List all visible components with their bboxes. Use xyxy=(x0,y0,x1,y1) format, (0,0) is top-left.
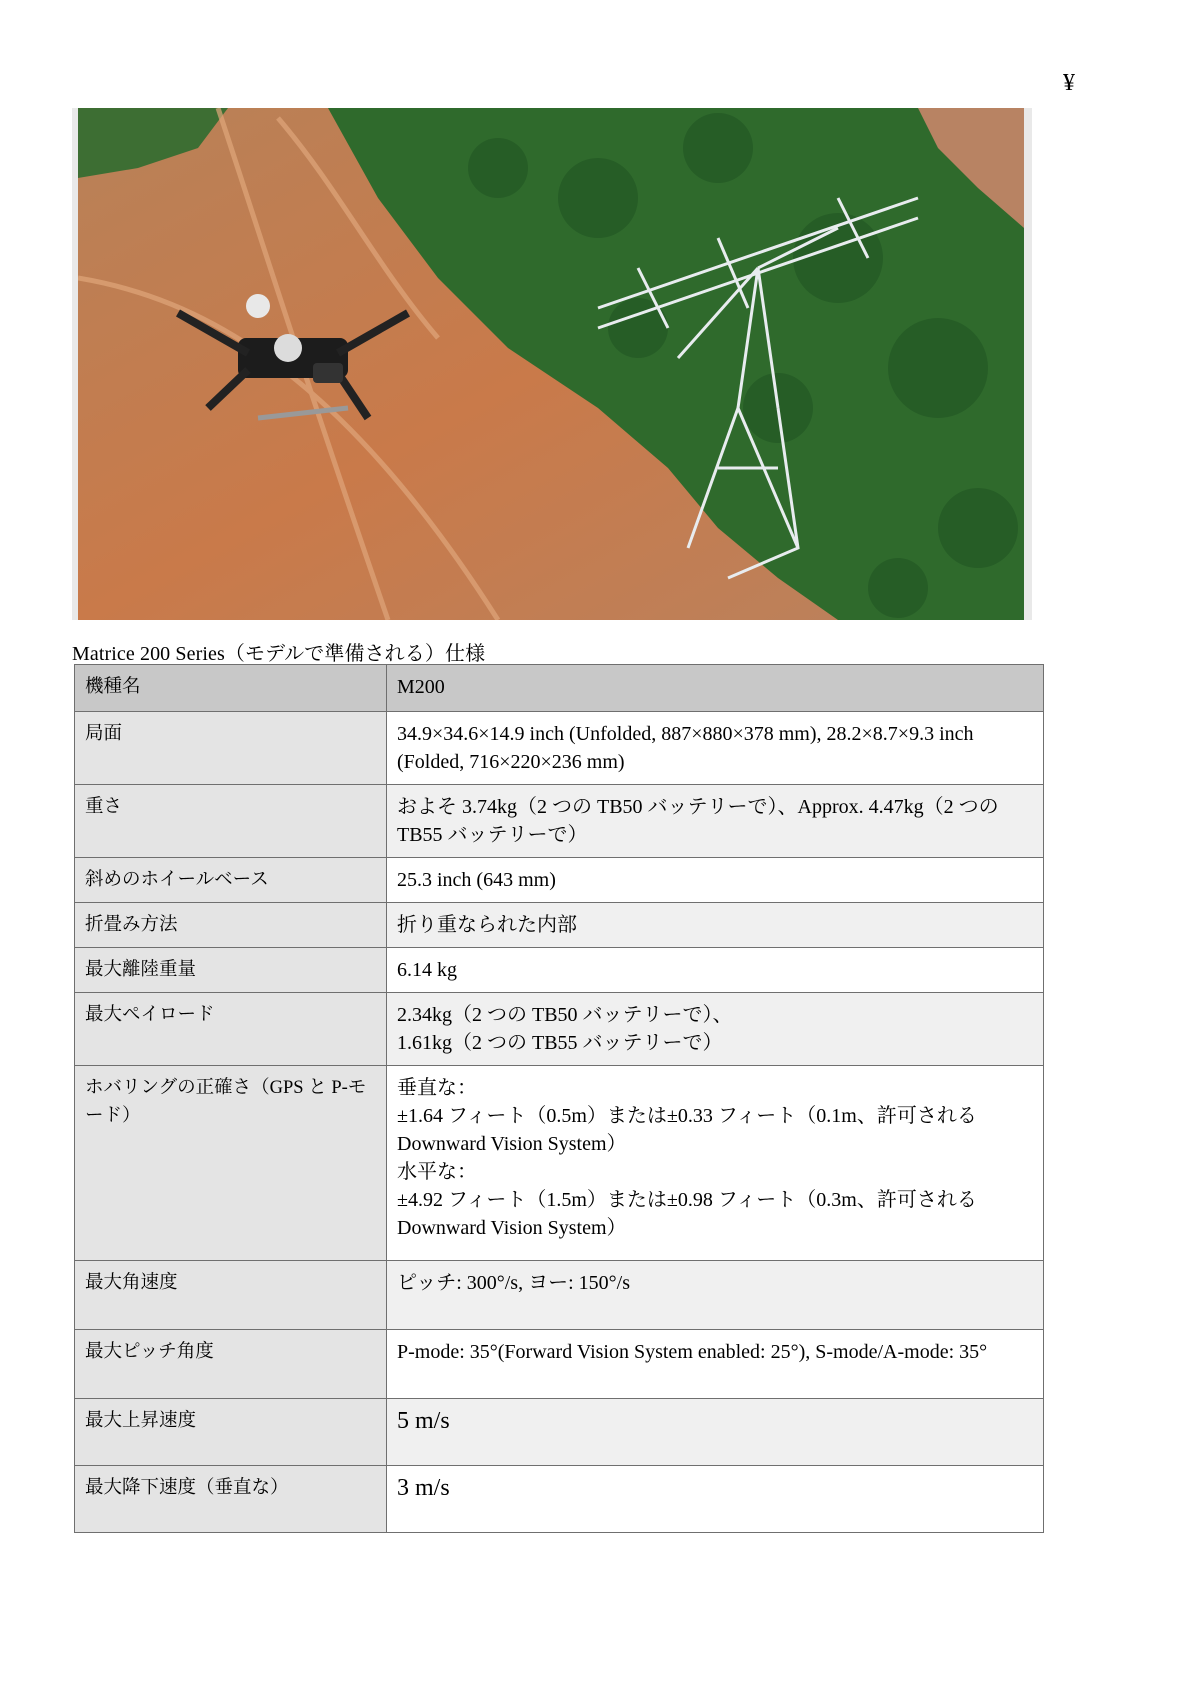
table-row xyxy=(75,1330,1044,1399)
spec-value xyxy=(387,1330,1044,1399)
spec-value xyxy=(387,1399,1044,1466)
spec-value-line: ピッチ: 300°/s, ヨー: 150°/s xyxy=(397,1272,630,1294)
spec-value xyxy=(387,712,1044,785)
spec-value-line: P-mode: 35°(Forward Vision System enabled: 25°), S-mode/A-mode: 35° xyxy=(397,1341,988,1363)
spec-label: 最大降下速度（垂直な） xyxy=(75,1466,387,1533)
table-row xyxy=(75,1261,1044,1330)
spec-value-line: 6.14 kg xyxy=(397,959,457,981)
table-row xyxy=(75,993,1044,1066)
spec-value xyxy=(387,903,1044,948)
table-caption: Matrice 200 Series（モデルで準備される）仕様 xyxy=(72,643,486,665)
spec-label: 折畳み方法 xyxy=(75,903,387,948)
spec-label: 最大ピッチ角度 xyxy=(75,1330,387,1399)
header-value: M200 xyxy=(387,665,1044,712)
spec-value-line: 水平な： xyxy=(397,1161,477,1183)
spec-label: 最大離陸重量 xyxy=(75,948,387,993)
spec-value xyxy=(387,1466,1044,1533)
spec-value-line: 3 m/s xyxy=(397,1475,450,1501)
spec-value-line: 5 m/s xyxy=(397,1408,450,1434)
spec-value-line: 垂直な： xyxy=(397,1077,477,1099)
table-header-row xyxy=(75,665,1044,712)
table-row xyxy=(75,785,1044,858)
spec-value xyxy=(387,785,1044,858)
spec-value xyxy=(387,948,1044,993)
aerial-photo xyxy=(78,108,1024,620)
spec-value xyxy=(387,1261,1044,1330)
table-row xyxy=(75,1466,1044,1533)
product-photo xyxy=(72,108,1032,620)
table-row xyxy=(75,858,1044,903)
table-row xyxy=(75,1066,1044,1261)
header-label: 機種名 xyxy=(75,665,387,712)
spec-value xyxy=(387,858,1044,903)
spec-value-line: 折り重なられた内部 xyxy=(397,914,577,936)
spec-value-line: およそ 3.74kg（2 つの TB50 バッテリーで）、Approx. 4.47kg（2 つの TB55 バッテリーで） xyxy=(397,796,999,846)
spec-label: 斜めのホイールベース xyxy=(75,858,387,903)
spec-value-line: ±4.92 フィート（1.5m）または±0.98 フィート（0.3m、許可される Downward Vision System） xyxy=(397,1189,977,1239)
table-row xyxy=(75,1399,1044,1466)
spec-label: 最大ペイロード xyxy=(75,993,387,1066)
spec-label: 局面 xyxy=(75,712,387,785)
table-row xyxy=(75,948,1044,993)
spec-table xyxy=(74,664,1044,1533)
spec-value xyxy=(387,993,1044,1066)
spec-value-line: 34.9×34.6×14.9 inch (Unfolded, 887×880×378 mm), 28.2×8.7×9.3 inch (Folded, 716×220×236 mm) xyxy=(397,723,974,773)
spec-value-line: 2.34kg（2 つの TB50 バッテリーで）、 xyxy=(397,1004,733,1026)
spec-label: 最大角速度 xyxy=(75,1261,387,1330)
page-mark: ¥ xyxy=(1063,70,1075,96)
spec-value-line: ±1.64 フィート（0.5m）または±0.33 フィート（0.1m、許可される Downward Vision System） xyxy=(397,1105,977,1155)
spec-label: 最大上昇速度 xyxy=(75,1399,387,1466)
table-row xyxy=(75,903,1044,948)
spec-value xyxy=(387,1066,1044,1261)
spec-value-line: 25.3 inch (643 mm) xyxy=(397,869,556,891)
spec-value-line: 1.61kg（2 つの TB55 バッテリーで） xyxy=(397,1032,723,1054)
spec-label: 重さ xyxy=(75,785,387,858)
table-row xyxy=(75,712,1044,785)
spec-label: ホバリングの正確さ（GPS と P-モード） xyxy=(75,1066,387,1261)
